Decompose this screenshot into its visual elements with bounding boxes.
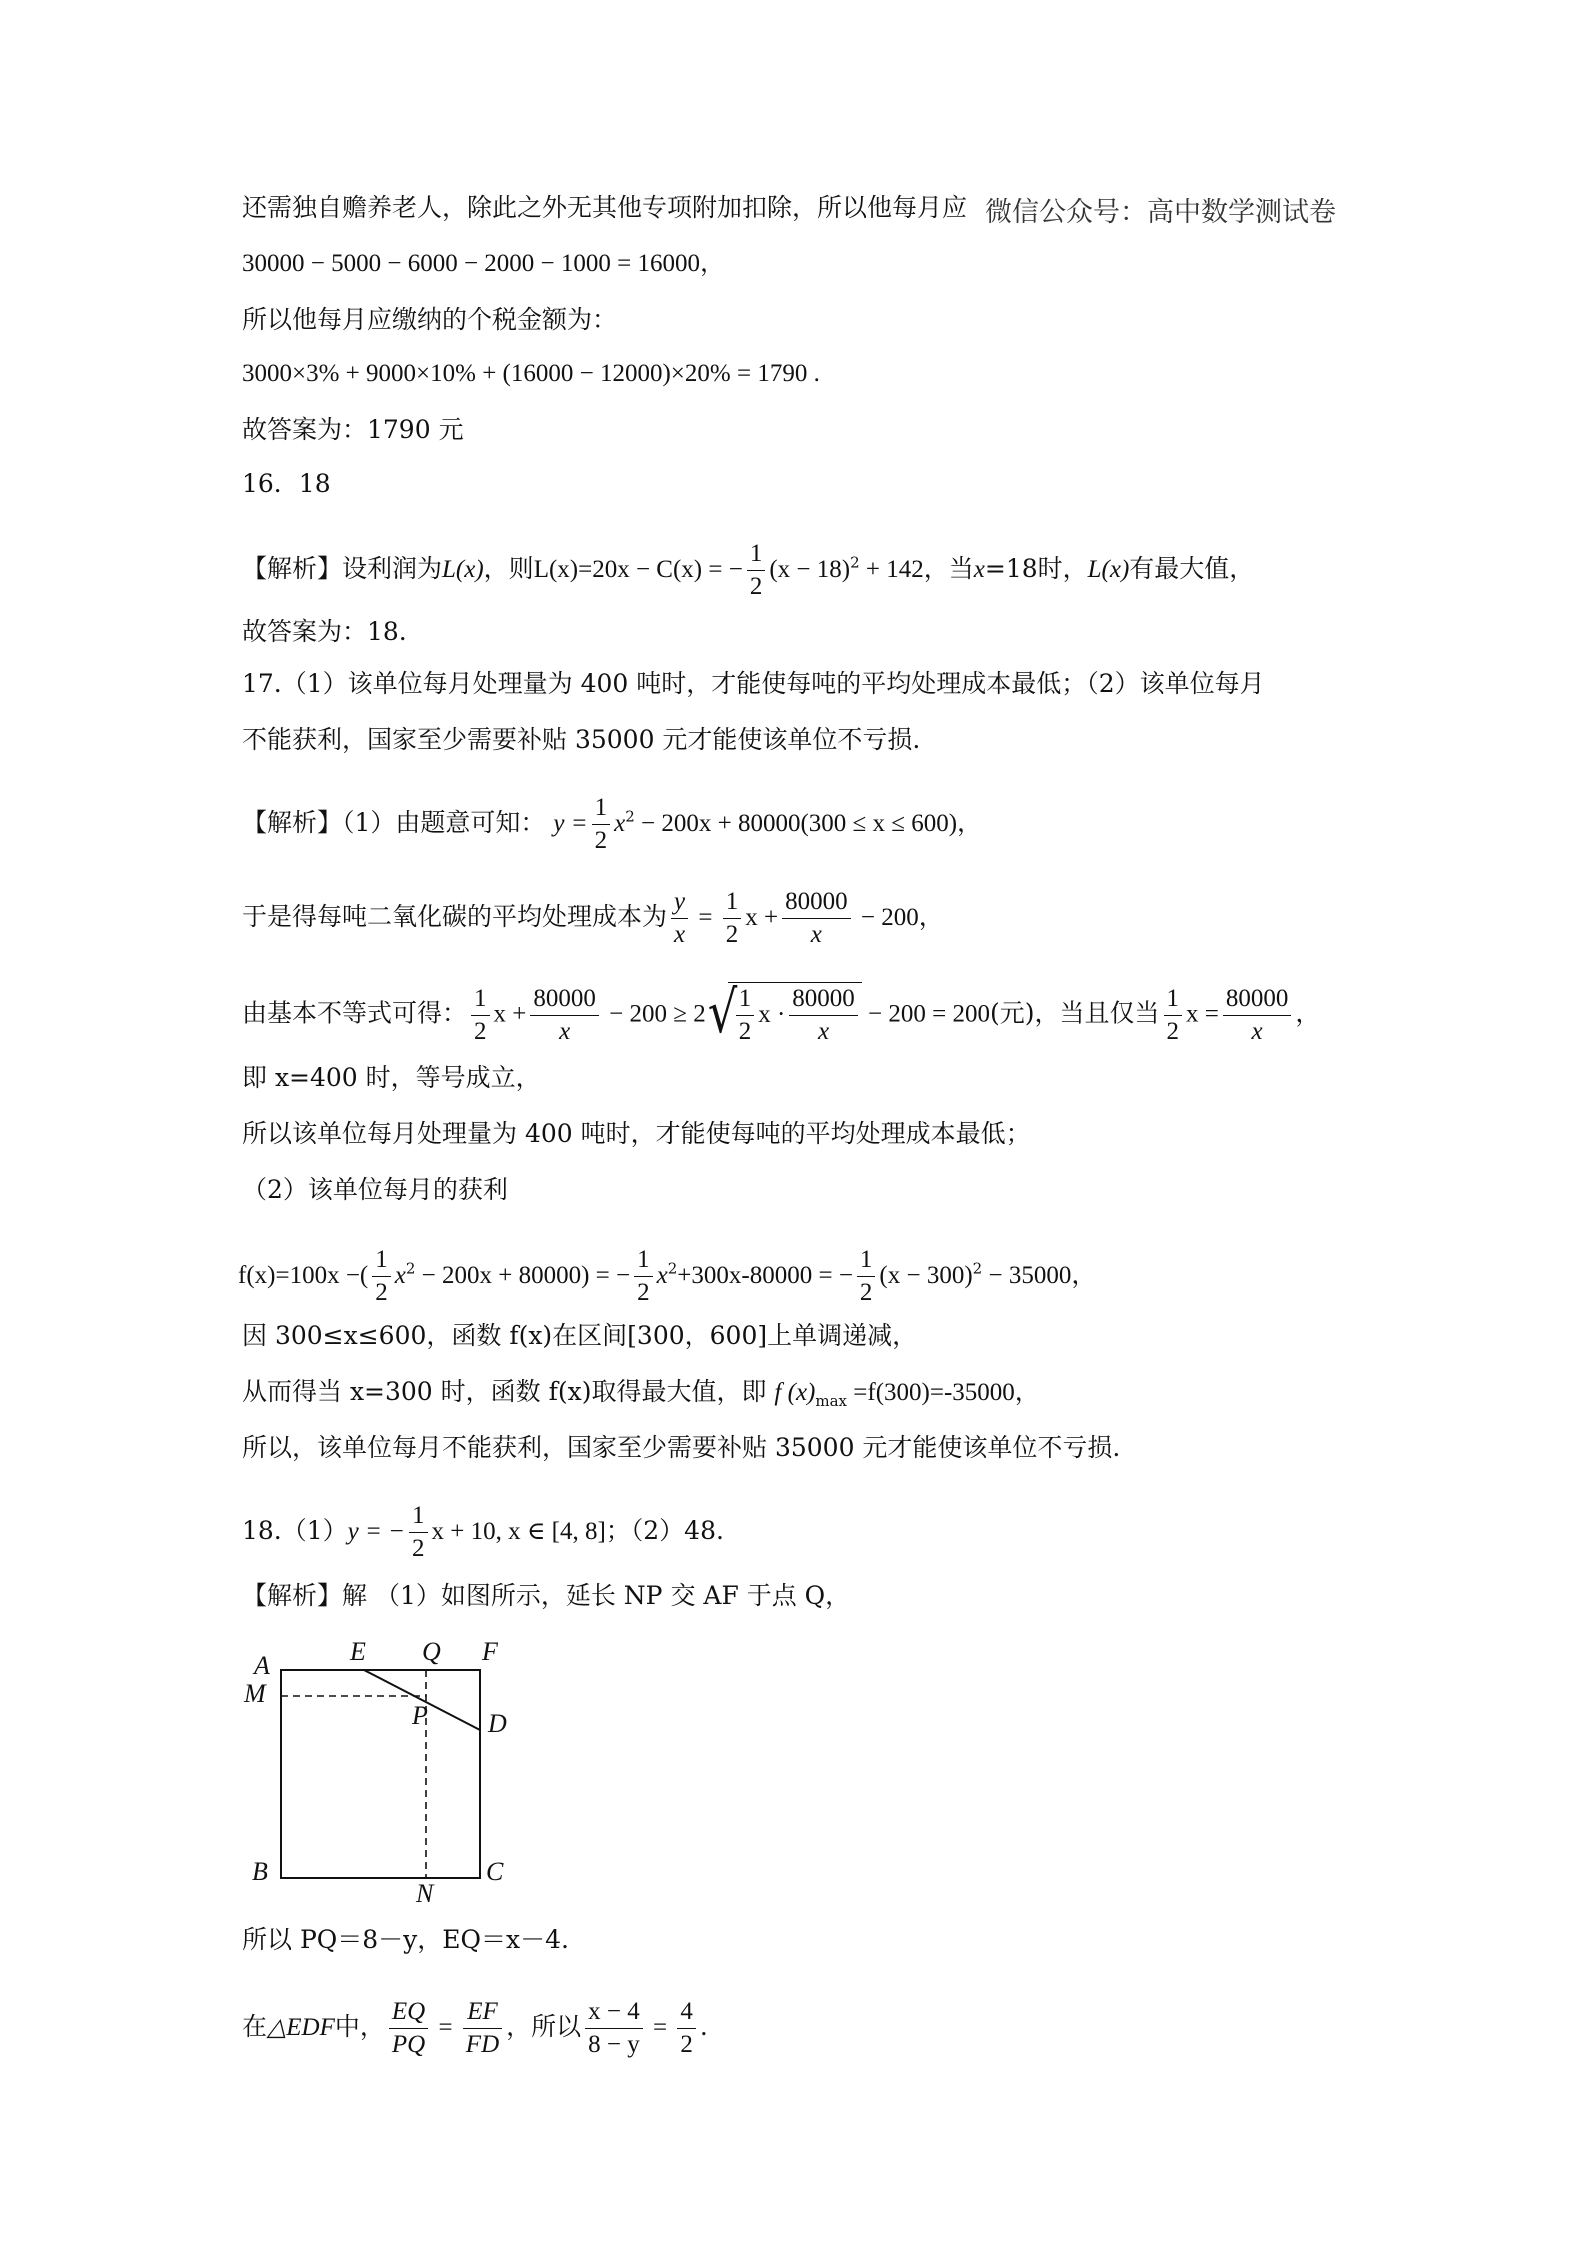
- math-var: x: [973, 556, 985, 583]
- equation-line: 30000 − 5000 − 6000 − 2000 − 1000 = 16000，: [242, 250, 725, 277]
- numerator: 4: [677, 1996, 696, 2029]
- fraction: [857, 1244, 876, 1309]
- analysis-line: [242, 1996, 708, 2061]
- text-line: 【解析】解 （1）如图所示，延长 NP 交 AF 于点 Q，: [242, 1581, 851, 1610]
- math-var: x: [394, 1262, 406, 1289]
- math-expr: − 200x + 80000) = −: [415, 1262, 631, 1289]
- analysis-line: [242, 1374, 1040, 1419]
- math-expr: L(x)=20x − C(x) = −: [533, 556, 743, 583]
- fraction: [789, 983, 858, 1048]
- math-expr: x + 10, x ∈ [4, 8]: [431, 1518, 606, 1545]
- math-expr: − 200 = 200: [861, 1000, 990, 1028]
- analysis-text: 在: [242, 2012, 268, 2041]
- analysis-text: =18时，: [984, 554, 1088, 583]
- denominator: x: [674, 921, 686, 948]
- fraction: [677, 1996, 696, 2061]
- math-expr: =f(300)=-35000，: [847, 1379, 1040, 1406]
- denominator: FD: [465, 2031, 500, 2058]
- denominator: 2: [637, 1279, 650, 1306]
- label-m: M: [244, 1679, 266, 1708]
- exponent: 2: [667, 1259, 678, 1278]
- fraction: [736, 983, 755, 1048]
- numerator: x − 4: [585, 1996, 643, 2029]
- analysis-line: [242, 538, 1254, 603]
- subscript: max: [815, 1392, 848, 1410]
- analysis-text: (元)，当且仅当: [989, 998, 1160, 1028]
- math-expr: − 200x + 80000(300 ≤ x ≤ 600)，: [634, 810, 983, 837]
- numerator: 1: [747, 538, 766, 571]
- equation-line: 3000×3% + 9000×10% + (16000 − 12000)×20% = 1790 .: [242, 360, 820, 387]
- fraction: [747, 538, 766, 603]
- math-expr: − 200 ≥ 2: [602, 1000, 706, 1028]
- analysis-text: 有最大值，: [1129, 554, 1255, 583]
- denominator: 2: [680, 2031, 693, 2058]
- label-q: Q: [422, 1640, 441, 1666]
- numerator: 80000: [789, 983, 858, 1016]
- analysis-text: 由基本不等式可得：: [242, 998, 468, 1028]
- math-expr: =: [692, 904, 719, 931]
- fraction: [723, 886, 742, 951]
- fraction: [530, 983, 599, 1048]
- math-expr: + 142: [859, 556, 924, 583]
- answer-line: 不能获利，国家至少需要补贴 35000 元才能使该单位不亏损.: [242, 725, 921, 754]
- fraction: [1223, 983, 1292, 1048]
- numerator: 80000: [1223, 983, 1292, 1016]
- analysis-text: 【解析】设利润为: [242, 554, 443, 583]
- numerator: 1: [857, 1244, 876, 1277]
- denominator: PQ: [391, 2031, 426, 2058]
- answer-text: 18.（1）: [242, 1516, 348, 1545]
- analysis-text: .: [699, 2012, 708, 2041]
- numerator: 1: [592, 792, 611, 825]
- answer-text: ；（2）48.: [605, 1516, 724, 1545]
- exponent: 2: [405, 1259, 416, 1278]
- label-e: E: [350, 1640, 366, 1666]
- numerator: 1: [409, 1500, 428, 1533]
- math-expr: x ·: [758, 1001, 786, 1028]
- fraction: [372, 1244, 391, 1309]
- analysis-text: 于是得每吨二氧化碳的平均处理成本为: [242, 902, 668, 931]
- denominator: 2: [859, 1279, 873, 1306]
- math-expr: =: [432, 2014, 459, 2041]
- math-expr: +300x-80000 = −: [677, 1262, 853, 1289]
- math-expr: − 35000，: [982, 1262, 1097, 1289]
- math-expr: (x − 300): [879, 1262, 973, 1289]
- numerator: 1: [723, 886, 742, 919]
- numerator: 80000: [782, 886, 851, 919]
- label-a: A: [254, 1651, 270, 1680]
- answer-line: [242, 1500, 724, 1565]
- denominator: 8 − y: [588, 2031, 640, 2058]
- math-expr: =: [646, 2014, 674, 2041]
- watermark: 微信公众号：高中数学测试卷: [985, 197, 1336, 228]
- numerator: 1: [634, 1244, 653, 1277]
- answer-line: 17.（1）该单位每月处理量为 400 吨时，才能使每吨的平均处理成本最低；（2）该单位每月: [242, 669, 1265, 698]
- numerator: 1: [1164, 983, 1183, 1016]
- math-expr: (x − 18): [769, 556, 851, 583]
- math-expr: f(x)=100x −(: [238, 1262, 369, 1289]
- math-expr: L(x): [442, 556, 484, 583]
- math-expr: x =: [1186, 1000, 1219, 1028]
- fraction: [592, 792, 611, 857]
- denominator: 2: [1166, 1017, 1179, 1045]
- text-line: 所以该单位每月处理量为 400 吨时，才能使每吨的平均处理成本最低；: [242, 1119, 1031, 1148]
- fraction: [585, 1996, 643, 2061]
- analysis-line: [242, 792, 982, 857]
- denominator: 2: [474, 1017, 487, 1045]
- denominator: x: [559, 1017, 571, 1045]
- text-line: （2）该单位每月的获利: [242, 1175, 508, 1204]
- fraction: [634, 1244, 653, 1309]
- math-expr: y = −: [347, 1518, 406, 1545]
- numerator: 80000: [530, 983, 599, 1016]
- answer-number: 16．18: [242, 469, 331, 498]
- analysis-text: ，当: [923, 554, 974, 583]
- square-root: [728, 982, 862, 1048]
- denominator: x: [810, 921, 822, 948]
- math-expr: L(x): [1087, 556, 1130, 583]
- denominator: 2: [375, 1279, 388, 1306]
- text-line: 因 300≤x≤600，函数 f(x)在区间[300，600]上单调递减，: [242, 1321, 918, 1350]
- text-line: 所以 PQ＝8－y，EQ＝x－4.: [242, 1925, 569, 1954]
- text-line: 即 x=400 时，等号成立，: [242, 1063, 541, 1092]
- analysis-text: 从而得当 x=300 时，函数 f(x)取得最大值，即: [242, 1377, 775, 1406]
- fraction: [389, 1996, 428, 2061]
- analysis-text: ，所以: [506, 2012, 582, 2041]
- text-line: 还需独自赡养老人，除此之外无其他专项附加扣除，所以他每月应: [242, 193, 968, 222]
- numerator: EQ: [389, 1996, 428, 2029]
- denominator: x: [817, 1018, 830, 1045]
- numerator: √ 1: [736, 983, 755, 1016]
- numerator: 1: [471, 983, 490, 1016]
- analysis-text: ，则: [483, 554, 534, 583]
- label-p: P: [412, 1701, 428, 1730]
- rectangle-abcf: [281, 1670, 480, 1878]
- denominator: 2: [725, 921, 739, 948]
- text-line: 故答案为：1790 元: [242, 415, 464, 444]
- denominator: x: [1251, 1017, 1263, 1045]
- label-d: D: [488, 1709, 507, 1738]
- denominator: 2: [412, 1535, 425, 1562]
- text-line: 故答案为：18.: [242, 617, 407, 646]
- exponent: 2: [972, 1259, 983, 1278]
- fraction: [1164, 983, 1183, 1048]
- label-f: F: [482, 1640, 498, 1666]
- fraction: [409, 1500, 428, 1565]
- analysis-text: 中，: [334, 2012, 385, 2041]
- denominator: 2: [749, 573, 763, 600]
- analysis-text: 【解析】（1）由题意可知：: [242, 808, 546, 837]
- analysis-line: [242, 982, 1320, 1048]
- label-b: B: [252, 1857, 268, 1886]
- math-expr: △EDF: [267, 2014, 335, 2041]
- analysis-text: ，: [1295, 998, 1321, 1028]
- exponent: 2: [850, 553, 860, 572]
- analysis-line: [238, 1244, 1096, 1309]
- text-line: 所以他每月应缴纳的个税金额为：: [242, 305, 618, 334]
- math-expr: x +: [493, 1000, 527, 1028]
- text-line: 所以，该单位每月不能获利，国家至少需要补贴 35000 元才能使该单位不亏损.: [242, 1433, 1121, 1462]
- geometry-diagram: [230, 1640, 530, 1910]
- denominator: 2: [738, 1018, 752, 1045]
- math-expr: f (x): [774, 1379, 816, 1406]
- label-c: C: [486, 1857, 504, 1886]
- math-expr: x +: [745, 904, 779, 931]
- numerator: EF: [463, 1996, 502, 2029]
- label-n: N: [416, 1879, 434, 1908]
- fraction: [471, 983, 490, 1048]
- numerator: 1: [372, 1244, 391, 1277]
- numerator: y: [671, 886, 688, 919]
- fraction: [782, 886, 851, 951]
- exponent: 2: [625, 807, 635, 826]
- math-var: x: [656, 1262, 668, 1289]
- fraction: [671, 886, 688, 951]
- fraction: [463, 1996, 502, 2061]
- math-expr: y =: [553, 810, 588, 837]
- math-expr: − 200，: [854, 904, 944, 931]
- denominator: 2: [594, 827, 608, 854]
- analysis-line: [242, 886, 944, 951]
- math-var: x: [614, 810, 626, 837]
